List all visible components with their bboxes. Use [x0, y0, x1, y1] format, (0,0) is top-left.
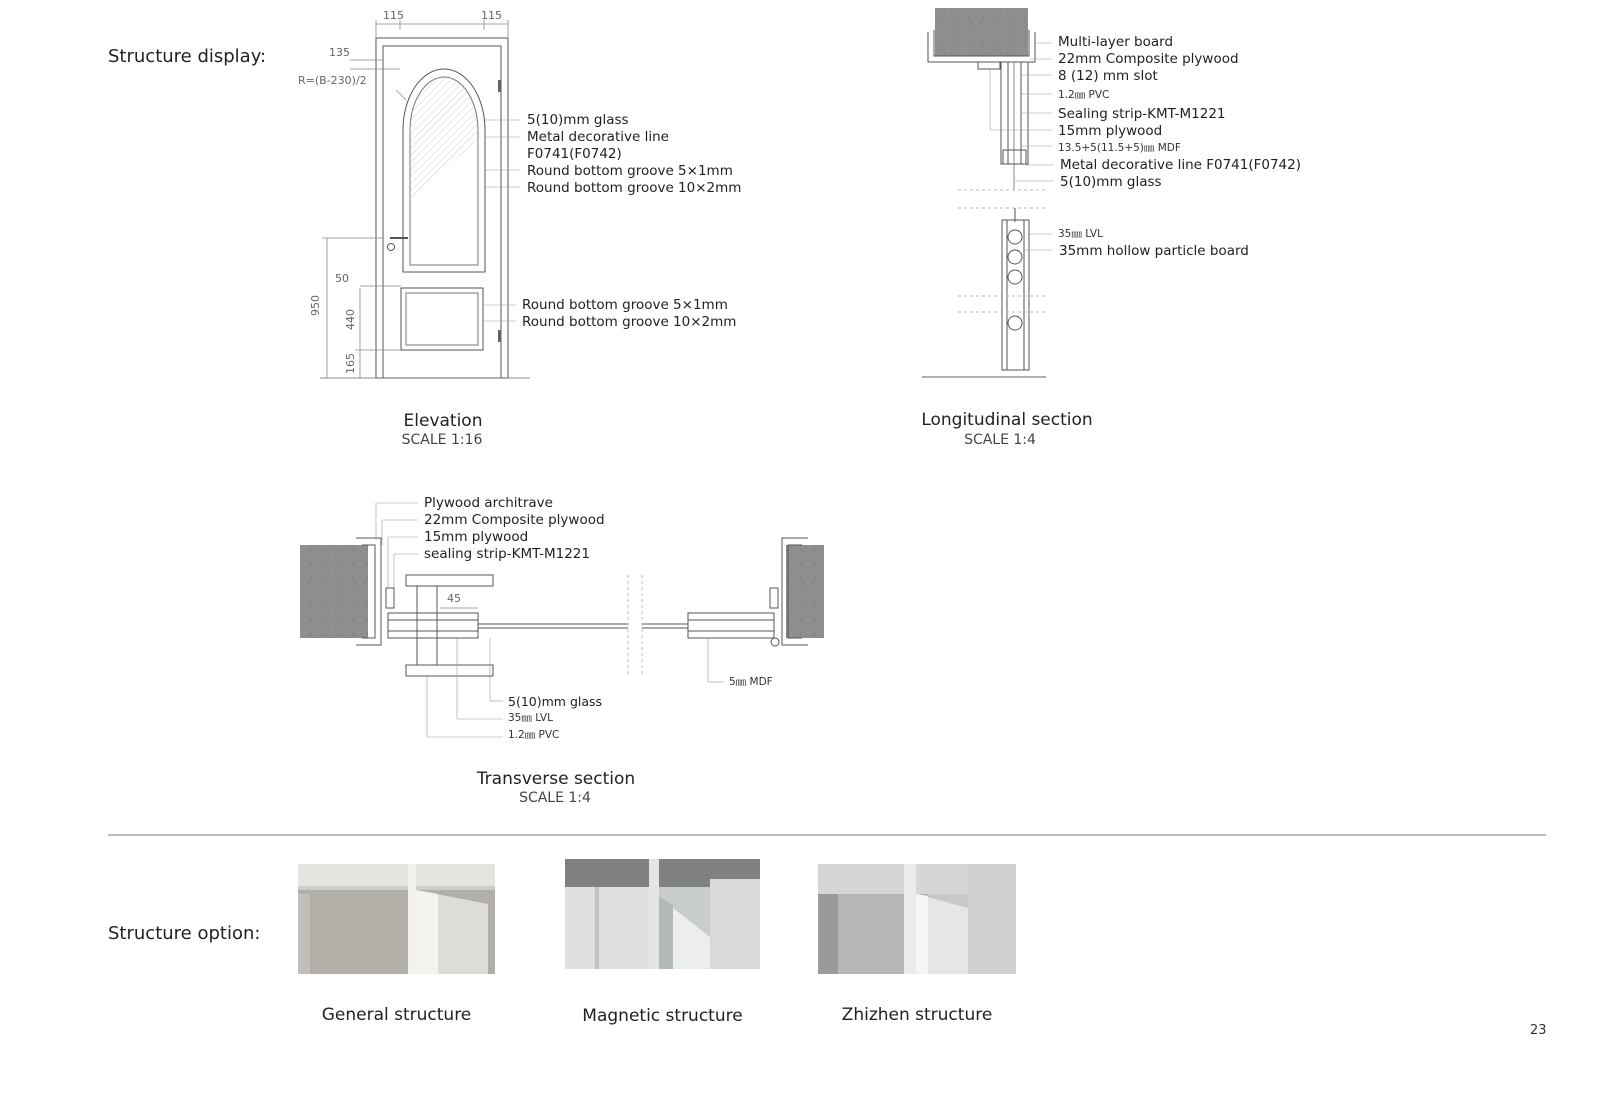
dim-115-right: 115 [481, 9, 502, 22]
elevation-lower-notes [522, 297, 736, 331]
longitudinal-scale: SCALE 1:4 [964, 432, 1036, 448]
note-metal-line: Metal decorative line [527, 129, 669, 145]
longitudinal-lower-notes [1058, 226, 1249, 260]
page-number: 23 [1530, 1023, 1547, 1038]
transverse-bottom-notes [508, 693, 602, 744]
elevation-title: Elevation [403, 411, 483, 431]
zhizhen-structure-photo [818, 864, 1016, 974]
note-mdf: 13.5+5(11.5+5)㎜ MDF [1058, 142, 1181, 154]
dim-950: 950 [309, 295, 322, 316]
note-15mm-t: 15mm plywood [424, 529, 529, 545]
transverse-scale: SCALE 1:4 [519, 790, 591, 806]
caption-magnetic: Magnetic structure [582, 1006, 743, 1026]
structure-display-label: Structure display: [108, 46, 267, 67]
note-code: F0741(F0742) [527, 146, 622, 162]
note-lvl-t: 35㎜ LVL [508, 712, 553, 724]
note-15mm: 15mm plywood [1058, 123, 1163, 139]
magnetic-structure-photo [565, 859, 760, 969]
note-groove-10: Round bottom groove 10×2mm [527, 180, 742, 196]
note-sealing: Sealing strip-KMT-M1221 [1058, 106, 1226, 122]
dim-440: 440 [344, 309, 357, 330]
note-groove-5-lower: Round bottom groove 5×1mm [522, 297, 728, 313]
elevation-upper-notes [527, 112, 741, 197]
transverse-top-notes [424, 495, 605, 563]
dim-165: 165 [344, 353, 357, 374]
elevation-scale: SCALE 1:16 [401, 432, 483, 448]
longitudinal-title: Longitudinal section [921, 410, 1093, 430]
note-22mm-t: 22mm Composite plywood [424, 512, 605, 528]
structure-option-label: Structure option: [108, 923, 261, 944]
note-multilayer: Multi-layer board [1058, 34, 1174, 50]
note-glass-long: 5(10)mm glass [1060, 174, 1162, 190]
dim-115-left: 115 [383, 9, 404, 22]
note-mdf-t: 5㎜ MDF [729, 676, 773, 688]
dim-radius: R=(B-230)/2 [298, 74, 367, 87]
transverse-title: Transverse section [476, 769, 636, 789]
dim-135: 135 [329, 46, 350, 59]
caption-general: General structure [321, 1005, 472, 1025]
note-groove-10-lower: Round bottom groove 10×2mm [522, 314, 737, 330]
note-pvc-t: 1.2㎜ PVC [508, 729, 560, 741]
note-lvl: 35㎜ LVL [1058, 228, 1103, 240]
note-22mm: 22mm Composite plywood [1058, 51, 1239, 67]
dim-50: 50 [335, 272, 349, 285]
note-metal-decor: Metal decorative line F0741(F0742) [1060, 157, 1302, 173]
note-pvc: 1.2㎜ PVC [1058, 89, 1110, 101]
note-glass-t: 5(10)mm glass [508, 694, 603, 709]
dim-45: 45 [447, 592, 461, 605]
note-groove-5: Round bottom groove 5×1mm [527, 163, 733, 179]
general-structure-photo [298, 864, 495, 974]
note-slot: 8 (12) mm slot [1058, 68, 1158, 84]
note-architrave: Plywood architrave [424, 495, 553, 511]
note-glass: 5(10)mm glass [527, 112, 629, 128]
note-hollow: 35mm hollow particle board [1059, 243, 1249, 259]
caption-zhizhen: Zhizhen structure [841, 1005, 993, 1025]
longitudinal-notes [1058, 34, 1301, 191]
note-sealing-t: sealing strip-KMT-M1221 [424, 546, 590, 562]
